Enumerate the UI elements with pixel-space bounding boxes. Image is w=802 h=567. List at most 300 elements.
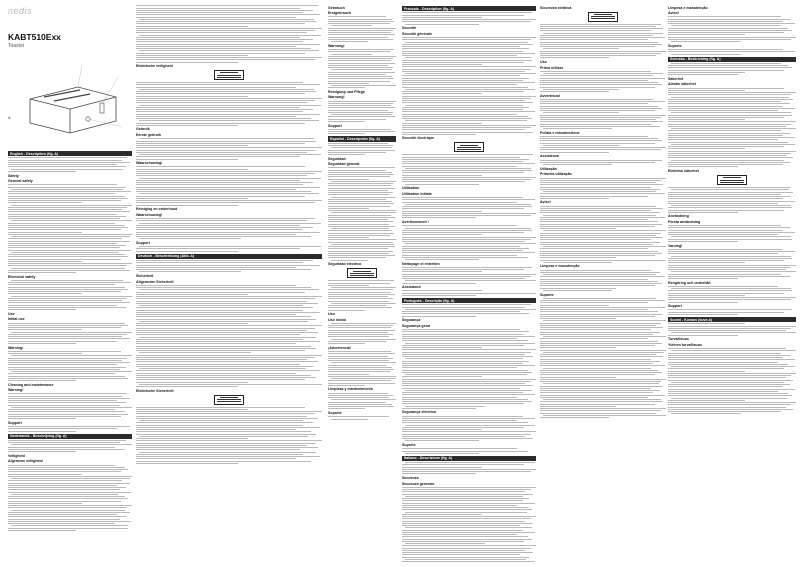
text-line	[668, 239, 792, 240]
text-line	[8, 414, 128, 415]
text-line	[540, 78, 665, 79]
text-line	[139, 193, 319, 194]
text-line	[402, 276, 531, 277]
text-line	[668, 251, 795, 252]
text-line	[136, 82, 303, 83]
text-line	[328, 336, 389, 337]
text-line	[328, 116, 395, 117]
text-line	[11, 205, 132, 206]
text-line	[136, 407, 305, 408]
text-line	[136, 32, 307, 33]
text-line	[136, 350, 305, 351]
text-line	[668, 249, 783, 250]
text-line	[402, 78, 529, 79]
text-line	[405, 168, 531, 169]
text-line	[402, 293, 536, 294]
text-line	[8, 498, 128, 499]
text-line	[8, 516, 126, 517]
text-line	[405, 105, 523, 106]
text-line	[543, 415, 666, 416]
text-line	[668, 133, 790, 134]
text-line	[136, 348, 316, 349]
text-line	[668, 297, 796, 298]
text-line	[402, 338, 517, 339]
text-line	[8, 530, 76, 531]
section-heading: Italiano - Descrizione (fig. A)	[402, 456, 536, 461]
caution-label	[136, 70, 322, 80]
text-line	[8, 256, 128, 257]
text-line	[540, 270, 651, 271]
text-line	[402, 159, 529, 160]
text-line	[402, 545, 536, 546]
text-line	[668, 115, 792, 116]
text-line	[328, 203, 394, 204]
text-line	[402, 363, 523, 364]
text-line	[668, 139, 778, 140]
text-line	[668, 106, 783, 107]
text-line	[402, 274, 536, 275]
text-line	[405, 462, 535, 463]
text-line	[136, 292, 305, 293]
text-line	[543, 112, 619, 113]
text-line	[328, 296, 388, 297]
subheading: Första användning	[668, 219, 701, 224]
text-line	[331, 244, 394, 245]
text-line	[136, 416, 307, 417]
text-line	[136, 294, 248, 295]
subheading: Nettoyage et entretien	[402, 261, 440, 266]
text-line	[402, 434, 531, 435]
text-line	[540, 379, 666, 380]
text-line	[136, 159, 238, 160]
text-line	[328, 30, 393, 31]
subheading: Segurança	[402, 318, 421, 323]
text-line	[8, 193, 115, 194]
text-line	[136, 413, 315, 414]
text-line	[668, 267, 791, 268]
text-line	[328, 371, 390, 372]
text-line	[402, 311, 520, 312]
text-line	[540, 212, 660, 213]
text-line	[402, 491, 525, 492]
text-line	[540, 193, 665, 194]
text-line	[8, 378, 128, 379]
text-line	[540, 283, 662, 284]
text-line	[402, 125, 536, 126]
text-line	[328, 248, 388, 249]
text-line	[328, 257, 386, 258]
text-line	[540, 57, 609, 58]
text-line	[540, 237, 663, 238]
text-line	[543, 33, 663, 34]
text-line	[671, 382, 784, 383]
text-line	[8, 191, 131, 192]
text-line	[402, 252, 535, 253]
section-heading: Português - Descrição (fig. A)	[402, 298, 536, 303]
text-line	[540, 30, 651, 31]
column-1	[8, 4, 132, 563]
text-line	[668, 262, 745, 263]
text-line	[668, 290, 792, 291]
text-line	[328, 87, 365, 88]
text-line	[136, 434, 316, 435]
text-line	[540, 124, 651, 125]
text-line	[402, 197, 523, 198]
text-line	[671, 128, 796, 129]
text-line	[402, 21, 531, 22]
section-heading: Español - Descripción (fig. A)	[328, 136, 396, 141]
text-line	[668, 99, 793, 100]
text-line	[8, 362, 130, 363]
text-line	[405, 390, 532, 391]
text-line	[668, 119, 745, 120]
text-line	[136, 364, 300, 365]
warning-icon	[454, 142, 484, 152]
text-line	[668, 404, 791, 405]
text-line	[402, 255, 517, 256]
text-line	[8, 351, 121, 352]
text-line	[139, 35, 321, 36]
text-line	[139, 89, 314, 90]
text-line	[671, 144, 795, 145]
text-line	[543, 399, 661, 400]
text-line	[136, 248, 300, 249]
text-line	[328, 280, 394, 281]
text-line	[402, 397, 517, 398]
text-line	[402, 331, 529, 332]
text-line	[8, 358, 127, 359]
text-line	[328, 215, 391, 216]
text-line	[402, 361, 529, 362]
toaster-figure	[8, 57, 132, 149]
text-line	[136, 373, 296, 374]
text-line	[402, 505, 517, 506]
text-line	[136, 328, 315, 329]
text-line	[136, 431, 311, 432]
subheading: Suporte	[668, 43, 682, 48]
text-line	[668, 124, 791, 125]
text-line	[402, 438, 533, 439]
text-line	[668, 103, 790, 104]
text-line	[331, 25, 372, 26]
text-line	[8, 451, 76, 452]
text-line	[328, 343, 365, 344]
text-line	[402, 383, 525, 384]
subheading: Warning!	[8, 345, 24, 350]
text-line	[8, 428, 117, 429]
text-line	[8, 263, 132, 264]
text-line	[331, 419, 368, 420]
text-line	[136, 267, 296, 268]
subheading: Erstgebrauch	[328, 11, 352, 16]
text-line	[11, 169, 123, 170]
text-line	[328, 32, 391, 33]
text-line	[668, 28, 788, 29]
text-line	[402, 116, 528, 117]
text-line	[328, 167, 395, 168]
text-line	[331, 114, 392, 115]
text-line	[540, 397, 648, 398]
text-line	[540, 143, 655, 144]
subheading: Support	[668, 304, 682, 309]
text-line	[328, 221, 393, 222]
text-line	[543, 230, 666, 231]
text-line	[8, 485, 117, 486]
subheading: Pulizia e manutenzione	[540, 130, 580, 135]
warning-icon	[214, 70, 244, 80]
text-line	[402, 329, 520, 330]
text-line	[402, 163, 535, 164]
text-line	[540, 106, 658, 107]
text-line	[328, 307, 392, 308]
text-line	[402, 239, 531, 240]
text-line	[402, 304, 531, 305]
text-line	[402, 336, 535, 337]
text-line	[540, 410, 661, 411]
text-line	[136, 375, 311, 376]
text-line	[402, 507, 528, 508]
text-line	[328, 190, 388, 191]
text-line	[540, 233, 661, 234]
text-line	[540, 260, 666, 261]
text-line	[668, 157, 793, 158]
text-line	[8, 234, 132, 235]
text-line	[136, 10, 313, 11]
text-line	[136, 14, 320, 15]
text-line	[402, 532, 535, 533]
text-line	[402, 471, 531, 472]
text-line	[328, 56, 396, 57]
text-line	[402, 399, 528, 400]
text-line	[405, 406, 485, 407]
text-line	[8, 341, 117, 342]
text-line	[328, 145, 393, 146]
brand-logo: nedis	[8, 6, 33, 16]
text-line	[11, 478, 130, 479]
text-line	[136, 298, 315, 299]
subheading: Limpeza e manutenção	[540, 264, 580, 269]
text-line	[402, 541, 524, 542]
text-line	[402, 109, 523, 110]
subheading: Support	[328, 123, 342, 128]
text-line	[8, 218, 120, 219]
text-line	[8, 325, 128, 326]
text-line	[405, 309, 536, 310]
text-line	[405, 496, 523, 497]
text-line	[136, 196, 305, 197]
text-line	[540, 244, 653, 245]
text-line	[402, 370, 528, 371]
text-line	[8, 338, 130, 339]
text-line	[668, 241, 738, 242]
text-line	[8, 162, 130, 163]
text-line	[8, 164, 117, 165]
text-line	[543, 215, 656, 216]
text-line	[540, 311, 658, 312]
text-line	[8, 440, 126, 441]
text-line	[8, 449, 125, 450]
text-line	[328, 81, 390, 82]
text-line	[540, 329, 651, 330]
text-line	[328, 188, 395, 189]
text-line	[136, 440, 322, 441]
subheading: Support	[136, 240, 150, 245]
text-line	[8, 243, 117, 244]
text-line	[402, 539, 532, 540]
text-line	[8, 282, 131, 283]
text-line	[8, 396, 122, 397]
text-line	[668, 371, 745, 372]
text-line	[136, 114, 320, 115]
text-line	[328, 174, 394, 175]
text-line	[402, 381, 531, 382]
text-line	[543, 164, 612, 165]
text-line	[136, 198, 248, 199]
text-line	[136, 17, 296, 18]
text-line	[136, 96, 248, 97]
text-line	[331, 323, 396, 324]
text-line	[540, 84, 662, 85]
text-line	[8, 523, 115, 524]
text-line	[540, 356, 663, 357]
text-line	[402, 354, 525, 355]
subheading: Suporte	[540, 292, 554, 297]
text-line	[328, 39, 393, 40]
text-line	[11, 510, 125, 511]
text-line	[668, 187, 791, 188]
text-line	[136, 325, 322, 326]
text-line	[136, 189, 296, 190]
text-line	[540, 24, 661, 25]
subheading: Yleinen turvallisuus	[668, 342, 702, 347]
text-line	[402, 46, 520, 47]
subheading: Varning!	[668, 243, 683, 248]
text-line	[136, 98, 322, 99]
text-line	[402, 427, 524, 428]
text-line	[136, 361, 318, 362]
text-line	[8, 489, 120, 490]
text-line	[136, 145, 248, 146]
text-line	[540, 255, 655, 256]
text-line	[668, 207, 792, 208]
text-line	[8, 480, 122, 481]
text-line	[8, 305, 117, 306]
text-line	[540, 272, 660, 273]
subheading: Suporte	[402, 443, 416, 447]
text-line	[8, 426, 130, 427]
text-line	[328, 105, 391, 106]
text-line	[139, 352, 251, 353]
text-line	[540, 279, 648, 280]
text-line	[331, 41, 368, 42]
text-line	[402, 75, 520, 76]
text-line	[540, 37, 665, 38]
subheading: Sicherheit	[136, 273, 154, 278]
text-line	[668, 30, 792, 31]
text-line	[331, 85, 396, 86]
text-line	[8, 214, 117, 215]
text-line	[540, 239, 651, 240]
text-line	[328, 150, 395, 151]
text-line	[136, 100, 315, 101]
text-line	[540, 210, 651, 211]
text-line	[8, 503, 82, 504]
text-line	[402, 469, 536, 470]
text-line	[540, 198, 609, 199]
text-line	[671, 350, 796, 351]
text-line	[543, 89, 619, 90]
text-line	[328, 283, 390, 284]
text-line	[328, 230, 392, 231]
text-line	[328, 103, 393, 104]
text-line	[136, 382, 248, 383]
text-line	[136, 386, 238, 387]
text-line	[8, 238, 122, 239]
text-line	[402, 550, 525, 551]
text-line	[540, 390, 660, 391]
text-line	[540, 140, 662, 141]
text-line	[136, 366, 313, 367]
text-line	[11, 220, 132, 221]
text-line	[543, 73, 663, 74]
text-line	[136, 425, 303, 426]
text-line	[402, 494, 533, 495]
text-line	[328, 143, 388, 144]
text-line	[8, 245, 126, 246]
text-line	[402, 509, 532, 510]
text-line	[540, 82, 658, 83]
text-line	[328, 65, 388, 66]
text-line	[8, 232, 82, 233]
subheading: Sécurité électrique	[402, 136, 435, 141]
text-line	[668, 276, 790, 277]
text-line	[402, 157, 520, 158]
text-line	[668, 393, 788, 394]
text-line	[402, 503, 535, 504]
text-line	[402, 217, 476, 218]
text-line	[543, 336, 666, 337]
text-line	[136, 323, 248, 324]
text-line	[668, 265, 796, 266]
caution-label	[402, 142, 536, 152]
text-line	[668, 146, 784, 147]
text-line	[8, 171, 76, 172]
text-line	[328, 285, 369, 286]
warning-icon	[347, 268, 377, 278]
text-line	[136, 44, 320, 45]
text-line	[136, 225, 300, 226]
text-line	[402, 429, 482, 430]
text-line	[328, 310, 365, 311]
text-line	[328, 393, 388, 394]
text-line	[543, 246, 666, 247]
text-line	[8, 259, 121, 260]
text-line	[405, 184, 479, 185]
text-line	[402, 516, 536, 517]
text-line	[328, 408, 365, 409]
text-line	[136, 301, 307, 302]
text-line	[136, 141, 316, 142]
text-line	[405, 512, 527, 513]
text-line	[8, 198, 128, 199]
text-line	[8, 307, 126, 308]
text-line	[668, 92, 796, 93]
text-line	[11, 236, 130, 237]
text-line	[668, 326, 796, 327]
text-line	[402, 215, 531, 216]
text-line	[540, 221, 658, 222]
text-line	[136, 285, 296, 286]
